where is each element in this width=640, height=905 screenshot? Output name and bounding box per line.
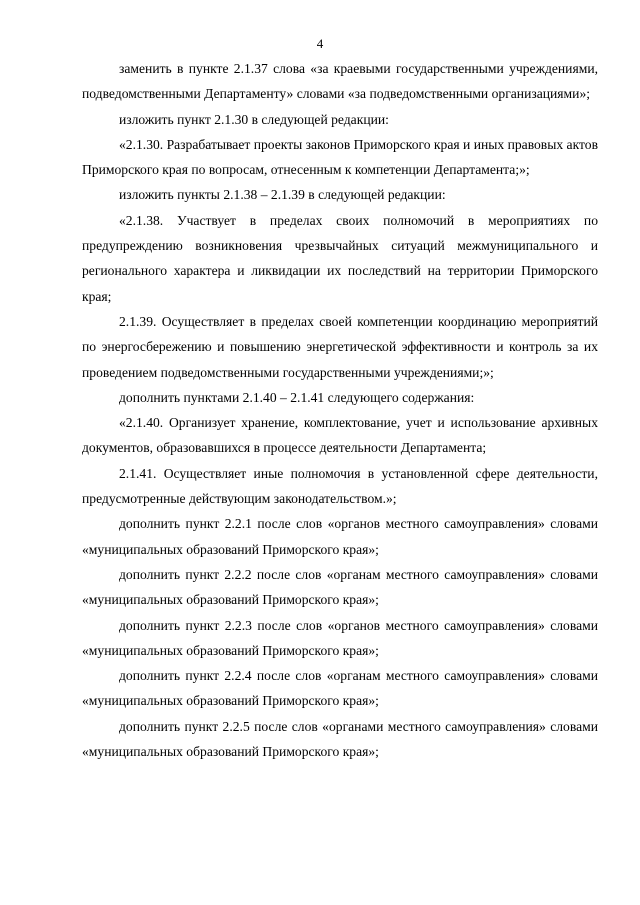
paragraph-text-2-1-40: «2.1.40. Организует хранение, комплектование, учет и использование архивных документов, образовавшихся в процессе деятельности Департамента; (82, 415, 598, 456)
paragraph-amend-2-2-2: дополнить пункт 2.2.2 после слов «органам местного самоуправления» словами «муниципальных образований Приморского края»; (82, 566, 598, 608)
paragraph-text-2-1-30: «2.1.30. Разрабатывает проекты законов Приморского края и иных правовых актов Приморского края по вопросам, отнесенным к компетенции Департамента;»; (82, 136, 598, 178)
paragraph-amend-2-2-3: дополнить пункт 2.2.3 после слов «органов местного самоуправления» словами «муниципальных образований Приморского края»; (82, 617, 598, 658)
paragraph-text-2-1-39: 2.1.39. Осуществляет в пределах своей компетенции координацию мероприятий по энергосбережению и повышению энергетической эффективности и контроль за их проведением подведомственными государственными учреждениями;»; (82, 313, 598, 380)
page-number: 4 (316, 36, 324, 51)
paragraph-instruction-2-1-30: изложить пункт 2.1.30 в следующей редакции: (119, 111, 389, 127)
paragraph-amend-2-2-4: дополнить пункт 2.2.4 после слов «органам местного самоуправления» словами «муниципальных образований Приморского края»; (82, 668, 598, 709)
paragraph-instruction-2-1-38-39: изложить пункты 2.1.38 – 2.1.39 в следующей редакции: (119, 187, 446, 203)
paragraph-amend-2-2-5: дополнить пункт 2.2.5 после слов «органами местного самоуправления» словами «муниципальных образований Приморского края»; (82, 718, 598, 760)
paragraph-text-2-1-38: «2.1.38. Участвует в пределах своих полномочий в мероприятиях по предупреждению возникновения чрезвычайных ситуаций межмуниципального и регионального характера и ликвидации их последствий на территории Приморского края; (82, 212, 598, 304)
paragraph-text-2-1-41: 2.1.41. Осуществляет иные полномочия в установленной сфере деятельности, предусмотренные действующим законодательством.»; (82, 465, 598, 507)
paragraph-amend-2-1-37: заменить в пункте 2.1.37 слова «за краевыми государственными учреждениями, подведомственными Департаменту» словами «за подведомственными организациями»; (82, 61, 598, 102)
document-body (82, 56, 598, 764)
paragraph-instruction-2-1-40-41: дополнить пунктами 2.1.40 – 2.1.41 следующего содержания: (119, 389, 475, 405)
paragraph-amend-2-2-1: дополнить пункт 2.2.1 после слов «органов местного самоуправления» словами «муниципальных образований Приморского края»; (82, 516, 598, 557)
